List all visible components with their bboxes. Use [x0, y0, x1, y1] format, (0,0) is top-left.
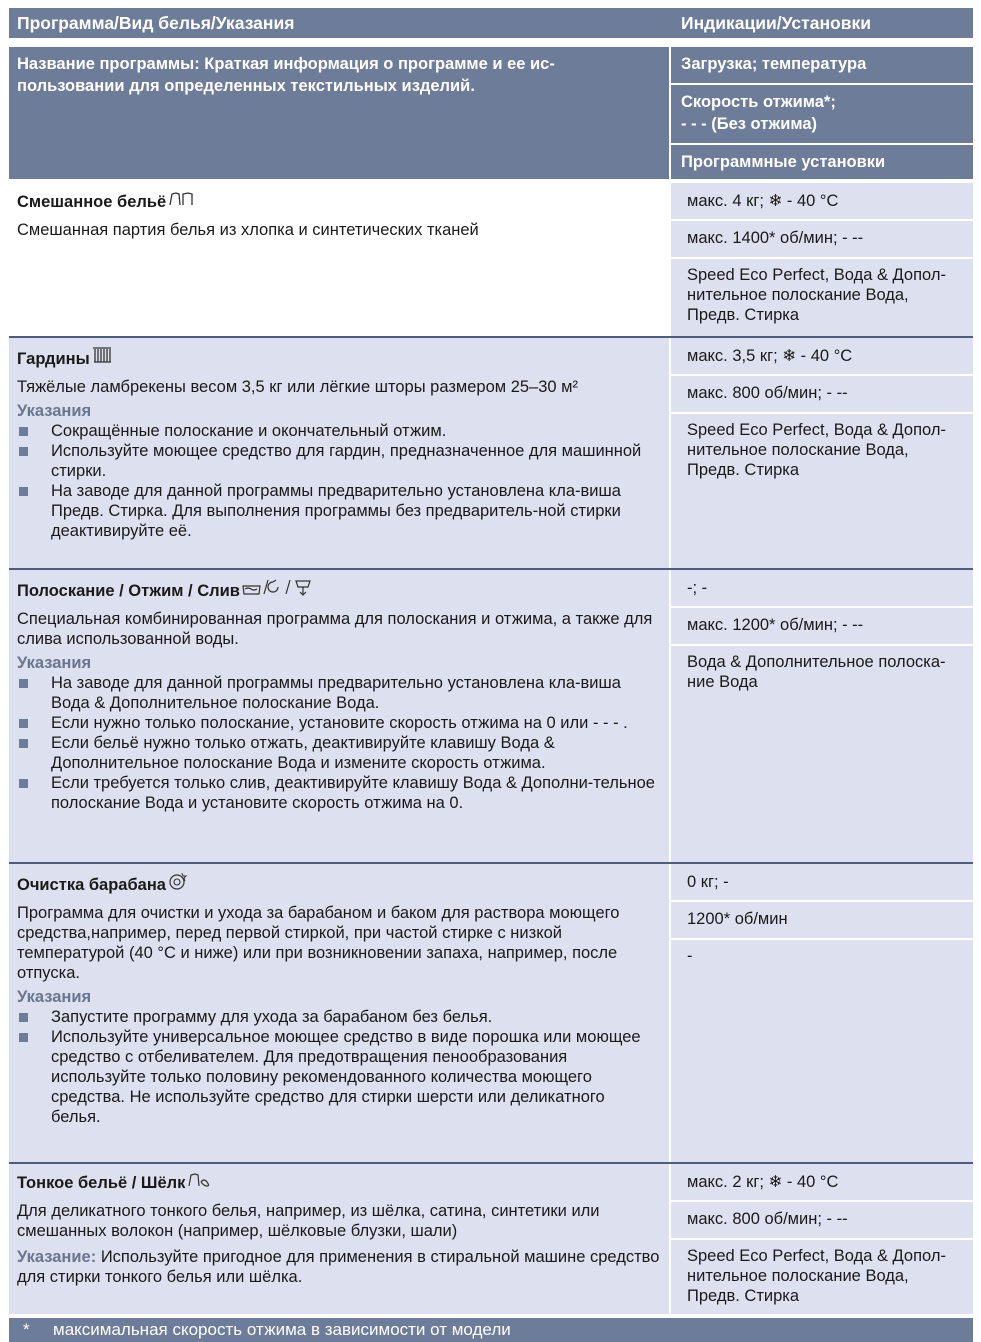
header-program: Программа/Вид белья/Указания: [17, 13, 295, 33]
program-row-rinse: [9, 570, 973, 862]
list-item: Сокращённые полоскание и окончательный отжим.: [17, 421, 661, 441]
program-row-curtains-right: [671, 338, 973, 568]
program-row-curtains: [9, 338, 973, 568]
subheader-divider-2: [671, 143, 973, 145]
spin-curtains: макс. 800 об/мин; - --: [687, 384, 848, 402]
notes-list-drum-clean: [17, 1007, 657, 1127]
notes-heading-curtains: Указания: [17, 402, 92, 420]
settings-curtains: Speed Eco Perfect, Вода & Допол-нительное полоскание Вода, Предв. Стирка: [687, 421, 946, 479]
footnote: [9, 1318, 973, 1342]
cell-divider-mixed-1: [671, 219, 973, 221]
program-row-mixed-left: [9, 183, 669, 336]
cell-divider-drum-1: [671, 900, 973, 902]
settings-rinse: Вода & Дополнительное полоска-ние Вода: [687, 653, 946, 691]
program-title-delicates: [17, 1172, 661, 1193]
subheader-spin-1: Скорость отжима*;: [681, 93, 836, 111]
program-title-drum-clean: [17, 872, 661, 895]
program-desc-delicates: Для деликатного тонкого белья, например, из шёлка, сатина, синтетики или смешанных волокон (например, шёлковые блузки, шали): [17, 1202, 600, 1240]
list-item: На заводе для данной программы предварительно установлена кла-виша Предв. Стирка. Для выполнения программы без предваритель-ной стирки деактивируйте её.: [17, 481, 661, 541]
spin-rinse: макс. 1200* об/мин; - --: [687, 616, 864, 634]
cell-divider-drum-2: [671, 938, 973, 940]
program-row-rinse-left: [9, 570, 669, 862]
program-desc-rinse: Специальная комбинированная программа для полоскания и отжима, а также для слива использованной воды.: [17, 610, 653, 648]
program-desc-curtains: Тяжёлые ламбрекены весом 3,5 кг или лёгкие шторы размером 25–30 м²: [17, 378, 578, 396]
cell-divider-rinse-1: [671, 606, 973, 608]
drum-clean-icon: [168, 872, 188, 895]
list-item: Используйте универсальное моющее средство в виде порошка или моющее средство с отбеливателем. Для предотвращения пенообразования используйте только половину рекомендованного количества моющего средства. Не используйте средство для стирки шерсти или деликатного белья.: [17, 1027, 657, 1127]
list-item: Если бельё нужно только отжать, деактивируйте клавишу Вода & Дополнительное полоскание Вода и измените скорость отжима.: [17, 733, 661, 773]
program-title-delicates-text: Тонкое бельё / Шёлк: [17, 1174, 186, 1192]
program-title-drum-clean-text: Очистка барабана: [17, 876, 166, 894]
spin-drum-clean: 1200* об/мин: [687, 910, 788, 928]
program-row-curtains-left: [9, 338, 669, 568]
settings-mixed: Speed Eco Perfect, Вода & Допол-нительное полоскание Вода, Предв. Стирка: [687, 266, 946, 324]
footnote-text: максимальная скорость отжима в зависимости от модели: [53, 1320, 511, 1339]
program-row-drum-clean-right: [671, 864, 973, 1162]
header-indications: Индикации/Установки: [681, 13, 871, 33]
cell-divider-mixed-2: [671, 257, 973, 259]
program-title-rinse-text: Полоскание / Отжим / Слив: [17, 582, 240, 600]
cell-divider-curtains-1: [671, 374, 973, 376]
program-title-curtains-text: Гардины: [17, 350, 90, 368]
subheader-spin-2: - - - (Без отжима): [681, 115, 818, 133]
settings-delicates: Speed Eco Perfect, Вода & Допол-нительное полоскание Вода, Предв. Стирка: [687, 1247, 946, 1305]
mixed-laundry-icon: [168, 191, 194, 212]
subheader-settings: Программные установки: [681, 153, 886, 171]
cell-divider-delicates-1: [671, 1200, 973, 1202]
note-text-delicates: Используйте пригодное для применения в стиральной машине средство для стирки тонкого белья или шёлка.: [17, 1248, 660, 1286]
program-row-drum-clean: [9, 864, 973, 1162]
notes-list-rinse: [17, 673, 661, 813]
list-item: Если требуется только слив, деактивируйте клавишу Вода & Дополни-тельное полоскание Вода и установите скорость отжима на 0.: [17, 773, 661, 813]
curtains-icon: [92, 346, 112, 369]
program-row-rinse-right: [671, 570, 973, 862]
notes-heading-rinse: Указания: [17, 654, 92, 672]
delicates-silk-icon: [187, 1172, 211, 1193]
footnote-star: *: [23, 1320, 30, 1339]
program-row-mixed: [9, 183, 973, 336]
program-title-mixed-text: Смешанное бельё: [17, 193, 167, 211]
program-desc-drum-clean: Программа для очистки и ухода за барабаном и баком для раствора моющего средства,например, перед первой стиркой, при частой стирке с низкой температурой (40 °C и ниже) или при возникновении запаха, например, после отпуска.: [17, 904, 620, 982]
load-temp-rinse: -; -: [687, 579, 708, 597]
program-title-curtains: [17, 346, 661, 369]
rinse-spin-drain-icon: [242, 578, 312, 601]
cell-divider-delicates-2: [671, 1238, 973, 1240]
load-temp-mixed: макс. 4 кг; ❄ - 40 °C: [687, 192, 839, 210]
note-delicates: [17, 1247, 661, 1287]
list-item: На заводе для данной программы предварительно установлена кла-виша Вода & Дополнительное полоскание Вода.: [17, 673, 661, 713]
program-row-drum-clean-left: [9, 864, 669, 1162]
subheader-divider: [669, 47, 671, 179]
table-header: [9, 8, 973, 38]
program-row-mixed-right: [671, 183, 973, 336]
load-temp-curtains: макс. 3,5 кг; ❄ - 40 °C: [687, 347, 853, 365]
program-title-rinse: [17, 578, 661, 601]
subheader-description: Название программы: Краткая информация о программе и ее ис-пользовании для определенных текстильных изделий.: [17, 55, 555, 95]
table-subheader: [9, 47, 973, 179]
subheader-load-temp: Загрузка; температура: [681, 55, 867, 73]
settings-drum-clean: -: [687, 947, 693, 965]
program-row-delicates: [9, 1164, 973, 1314]
notes-list-curtains: [17, 421, 661, 541]
list-item: Если нужно только полоскание, установите скорость отжима на 0 или - - - .: [17, 713, 661, 733]
program-row-delicates-left: [9, 1164, 669, 1314]
spin-delicates: макс. 800 об/мин; - --: [687, 1210, 848, 1228]
program-table: [9, 8, 973, 1342]
program-desc-mixed: Смешанная партия белья из хлопка и синтетических тканей: [17, 221, 479, 239]
spin-mixed: макс. 1400* об/мин; - --: [687, 229, 864, 247]
cell-divider-rinse-2: [671, 644, 973, 646]
load-temp-delicates: макс. 2 кг; ❄ - 40 °C: [687, 1173, 839, 1191]
list-item: Запустите программу для ухода за барабаном без белья.: [17, 1007, 657, 1027]
subheader-divider-1: [671, 83, 973, 85]
program-row-delicates-right: [671, 1164, 973, 1314]
notes-heading-drum-clean: Указания: [17, 988, 92, 1006]
cell-divider-curtains-2: [671, 412, 973, 414]
program-title-mixed: [17, 191, 661, 212]
load-temp-drum-clean: 0 кг; -: [687, 873, 729, 891]
list-item: Используйте моющее средство для гардин, предназначенное для машинной стирки.: [17, 441, 661, 481]
note-label-delicates: Указание:: [17, 1248, 97, 1266]
